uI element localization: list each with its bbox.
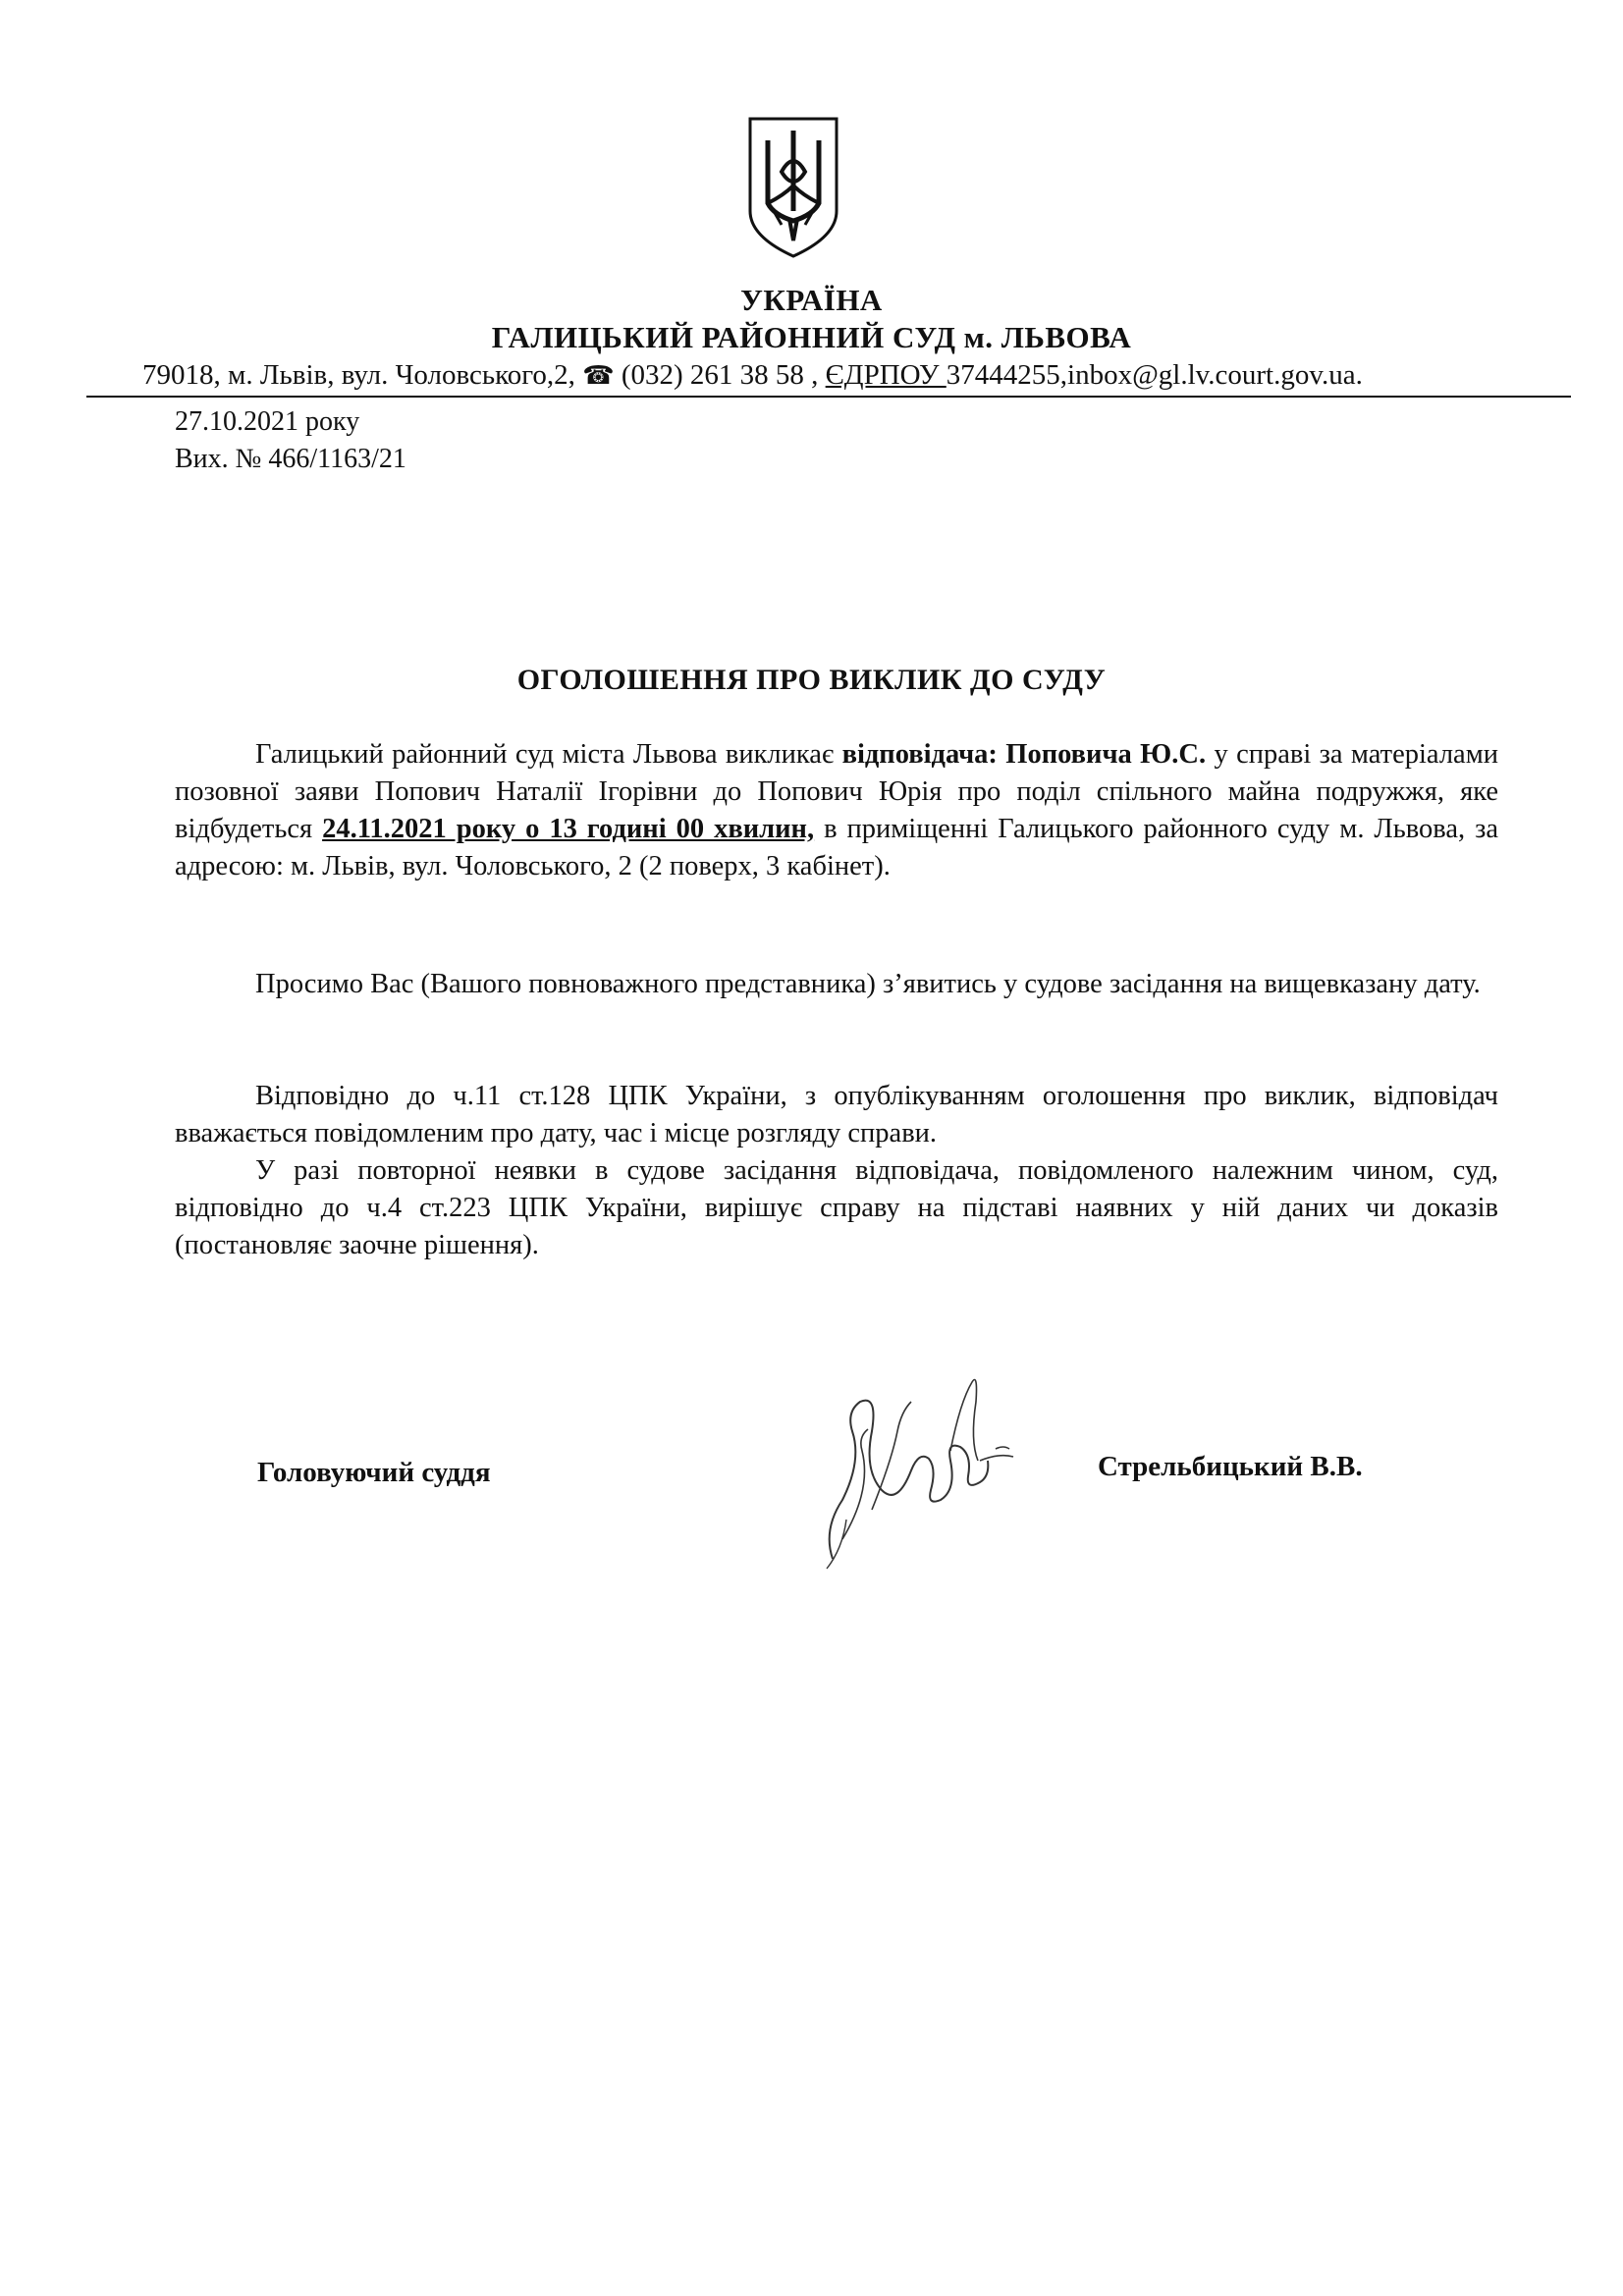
telephone-icon: ☎ [582, 361, 615, 390]
outgoing-number: Вих. № 466/1163/21 [175, 444, 406, 474]
paragraph-absence: У разі повторної неявки в судове засідання відповідача, повідомленого належним чином, суд, відповідно до ч.4 ст.223 ЦПК України, вирішує справу на підставі наявних у ній даних чи доказів (постановляє заочне рішення). [175, 1155, 1498, 1260]
document-date: 27.10.2021 року [175, 406, 360, 437]
defendant-name: відповідача: Поповича Ю.С. [841, 739, 1207, 770]
coat-of-arms-icon [743, 113, 843, 260]
paragraph-notification: Відповідно до ч.11 ст.128 ЦПК України, з опублікуванням оголошення про виклик, відповідач вважається повідомленим про дату, час і місце розгляду справи. [175, 1081, 1498, 1148]
p1-text-a: Галицький районний суд міста Львова викликає [255, 739, 842, 770]
handwritten-signature [803, 1343, 1039, 1578]
address-part-1: 79018, м. Львів, вул. Чоловського,2, [142, 359, 583, 391]
country-heading: УКРАЇНА [740, 283, 883, 317]
edrpou-label: ЄДРПОУ [825, 359, 947, 391]
court-name-heading: ГАЛИЦЬКИЙ РАЙОННИЙ СУД м. ЛЬВОВА [491, 320, 1132, 354]
paragraph-summons [175, 736, 1498, 885]
presiding-judge-label: Головуючий суддя [257, 1457, 491, 1488]
p1-text-e: в приміщенні Галицького районного суду м. Львова, за адресою: м. Львів, вул. Чоловського, 2 (2 поверх, 3 кабінет). [175, 814, 1499, 881]
paragraph-request: Просимо Вас (Вашого повноважного представника) з’явитись у судове засідання на вищевказану дату. [255, 969, 1481, 999]
hearing-datetime: 24.11.2021 року о 13 годині 00 хвилин, [322, 814, 815, 844]
address-part-2: 37444255,inbox@gl.lv.court.gov.ua. [946, 359, 1363, 391]
judge-name: Стрельбицький В.В. [1098, 1451, 1363, 1482]
p1-text-c: у справі за матеріалами позовної заяви Попович Наталії Ігорівни до Попович Юрія про поділ спільного майна подружжя, яке відбудеться [175, 739, 1498, 844]
header-divider [86, 396, 1571, 398]
court-address-line [142, 359, 1363, 392]
phone-number: (032) 261 38 58 , [614, 359, 826, 391]
notice-title: ОГОЛОШЕННЯ ПРО ВИКЛИК ДО СУДУ [516, 664, 1107, 696]
